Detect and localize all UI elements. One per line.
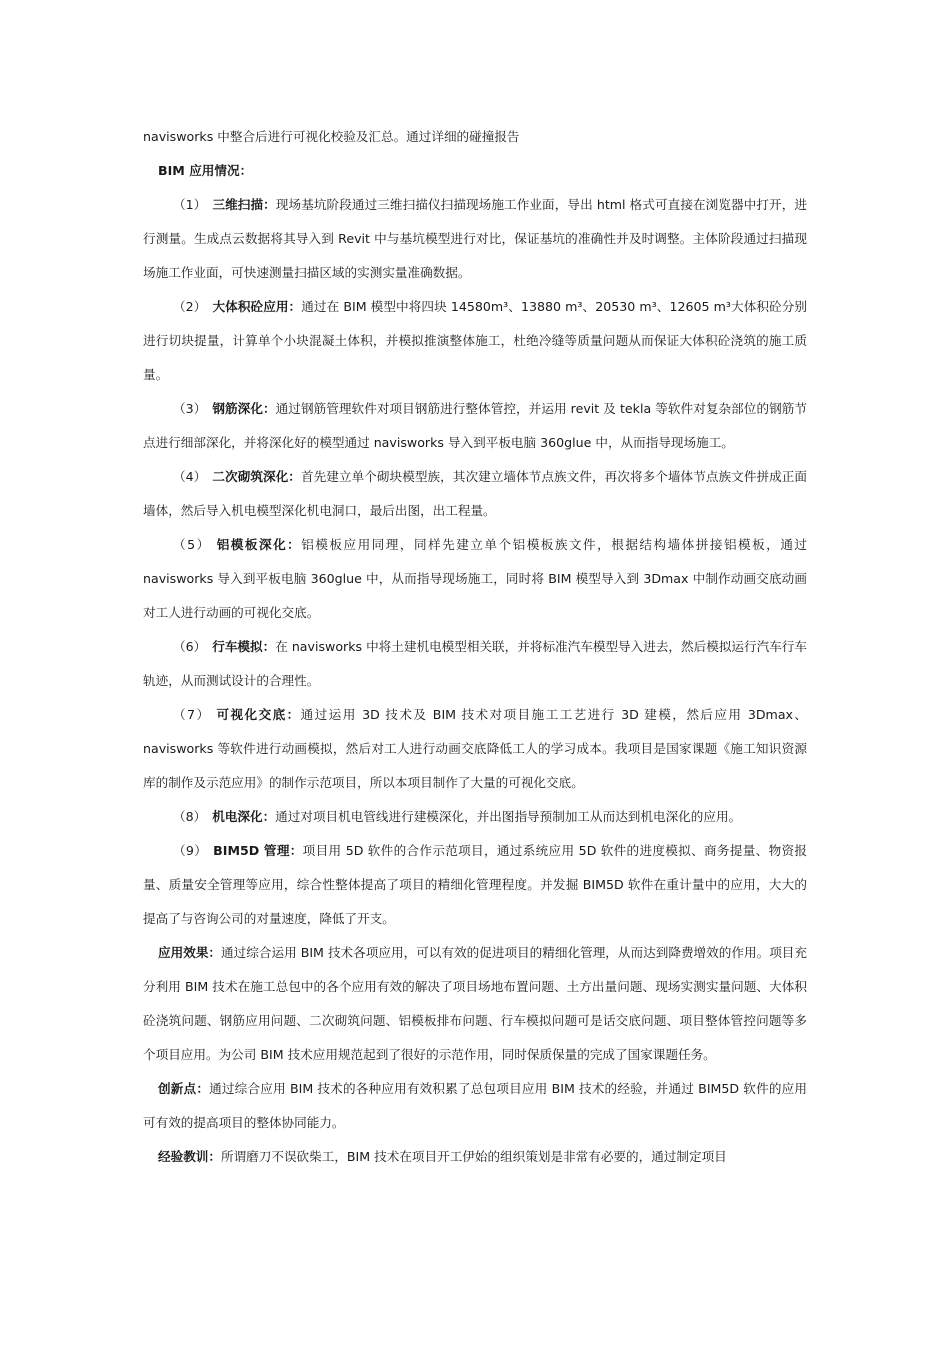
intro-text: navisworks 中整合后进行可视化校验及汇总。通过详细的碰撞报告 [143, 129, 520, 144]
item-8-number: （8） [173, 809, 207, 824]
intro-paragraph [143, 120, 807, 154]
innovation-label: 创新点： [158, 1081, 210, 1096]
item-4-text: 首先建立单个砌块模型族，其次建立墙体节点族文件，再次将多个墙体节点族文件拼成正面墙体，然后导入机电模型深化机电洞口，最后出图，出工程量。 [143, 469, 808, 518]
item-8-label: 机电深化： [212, 809, 276, 824]
item-2-text: 通过在 BIM 模型中将四块 14580m³、13880 m³、20530 m³、12605 m³大体积砼分别进行切块提量，计算单个小块混凝土体积，并模拟推演整体施工，杜绝冷缝等质量问题从而保证大体积砼浇筑的施工质量。 [143, 299, 808, 382]
item-7-number: （7） [173, 707, 211, 722]
item-2-paragraph [143, 290, 807, 392]
item-6-number: （6） [173, 639, 207, 654]
item-5-number: （5） [173, 537, 211, 552]
item-9-paragraph [143, 834, 807, 936]
effect-text: 通过综合运用 BIM 技术各项应用，可以有效的促进项目的精细化管理，从而达到降费增效的作用。项目充分利用 BIM 技术在施工总包中的各个应用有效的解决了项目场地布置问题、土方出量问题、现场实测实量问题、大体积砼浇筑问题、钢筋应用问题、二次砌筑问题、铝模板排布问题、行车模拟问题可是话交底问题、项目整体管控问题等多个项目应用。为公司 BIM 技术应用规范起到了很好的示范作用，同时保质保量的完成了国家课题任务。 [143, 945, 808, 1062]
item-2-label: 大体积砼应用： [212, 299, 302, 314]
item-7-label: 可视化交底： [216, 707, 301, 722]
item-3-text: 通过钢筋管理软件对项目钢筋进行整体管控，并运用 revit 及 tekla 等软件对复杂部位的钢筋节点进行细部深化，并将深化好的模型通过 navisworks 导入到平板电脑 360glue 中，从而指导现场施工。 [143, 401, 808, 450]
item-1-label: 三维扫描： [212, 197, 276, 212]
item-9-number: （9） [173, 843, 208, 858]
item-5-paragraph [143, 528, 807, 630]
item-2-number: （2） [173, 299, 207, 314]
bim-application-heading-text: BIM 应用情况： [158, 163, 253, 178]
item-3-number: （3） [173, 401, 207, 416]
item-5-text: 铝模板应用同理，同样先建立单个铝模板族文件，根据结构墙体拼接铝模板，通过 navisworks 导入到平板电脑 360glue 中，从而指导现场施工，同时将 BIM 模型导入到 3Dmax 中制作动画交底动画对工人进行动画的可视化交底。 [143, 537, 808, 620]
item-7-paragraph [143, 698, 807, 800]
item-8-text: 通过对项目机电管线进行建模深化，并出图指导预制加工从而达到机电深化的应用。 [275, 809, 742, 824]
item-4-label: 二次砌筑深化： [212, 469, 301, 484]
bim-application-heading [143, 154, 807, 188]
item-4-number: （4） [173, 469, 207, 484]
effect-paragraph [143, 936, 807, 1072]
item-9-label: BIM5D 管理： [213, 843, 303, 858]
item-5-label: 铝模板深化： [216, 537, 302, 552]
item-3-paragraph [143, 392, 807, 460]
document-body [143, 120, 807, 1174]
innovation-paragraph [143, 1072, 807, 1140]
item-9-text: 项目用 5D 软件的合作示范项目，通过系统应用 5D 软件的进度模拟、商务提量、物资报量、质量安全管理等应用，综合性整体提高了项目的精细化管理程度。并发掘 BIM5D 软件在重计量中的应用，大大的提高了与咨询公司的对量速度，降低了开支。 [143, 843, 808, 926]
item-6-paragraph [143, 630, 807, 698]
item-7-text: 通过运用 3D 技术及 BIM 技术对项目施工工艺进行 3D 建模，然后应用 3Dmax、navisworks 等软件进行动画模拟，然后对工人进行动画交底降低工人的学习成本。我项目是国家课题《施工知识资源库的制作及示范应用》的制作示范项目，所以本项目制作了大量的可视化交底。 [143, 707, 808, 790]
lessons-text: 所谓磨刀不误砍柴工，BIM 技术在项目开工伊始的组织策划是非常有必要的，通过制定项目 [220, 1149, 727, 1164]
effect-label: 应用效果： [158, 945, 222, 960]
item-3-label: 钢筋深化： [212, 401, 276, 416]
innovation-text: 通过综合应用 BIM 技术的各种应用有效积累了总包项目应用 BIM 技术的经验，并通过 BIM5D 软件的应用可有效的提高项目的整体协同能力。 [143, 1081, 808, 1130]
item-1-paragraph [143, 188, 807, 290]
item-6-text: 在 navisworks 中将土建机电模型相关联，并将标准汽车模型导入进去，然后模拟运行汽车行车轨迹，从而测试设计的合理性。 [143, 639, 808, 688]
item-4-paragraph [143, 460, 807, 528]
item-6-label: 行车模拟： [212, 639, 276, 654]
item-1-text: 现场基坑阶段通过三维扫描仪扫描现场施工作业面，导出 html 格式可直接在浏览器中打开，进行测量。生成点云数据将其导入到 Revit 中与基坑模型进行对比，保证基坑的准确性并及时调整。主体阶段通过扫描现场施工作业面，可快速测量扫描区域的实测实量准确数据。 [143, 197, 808, 280]
item-1-number: （1） [173, 197, 207, 212]
item-8-paragraph [143, 800, 807, 834]
lessons-paragraph [143, 1140, 807, 1174]
lessons-label: 经验教训： [158, 1149, 221, 1164]
